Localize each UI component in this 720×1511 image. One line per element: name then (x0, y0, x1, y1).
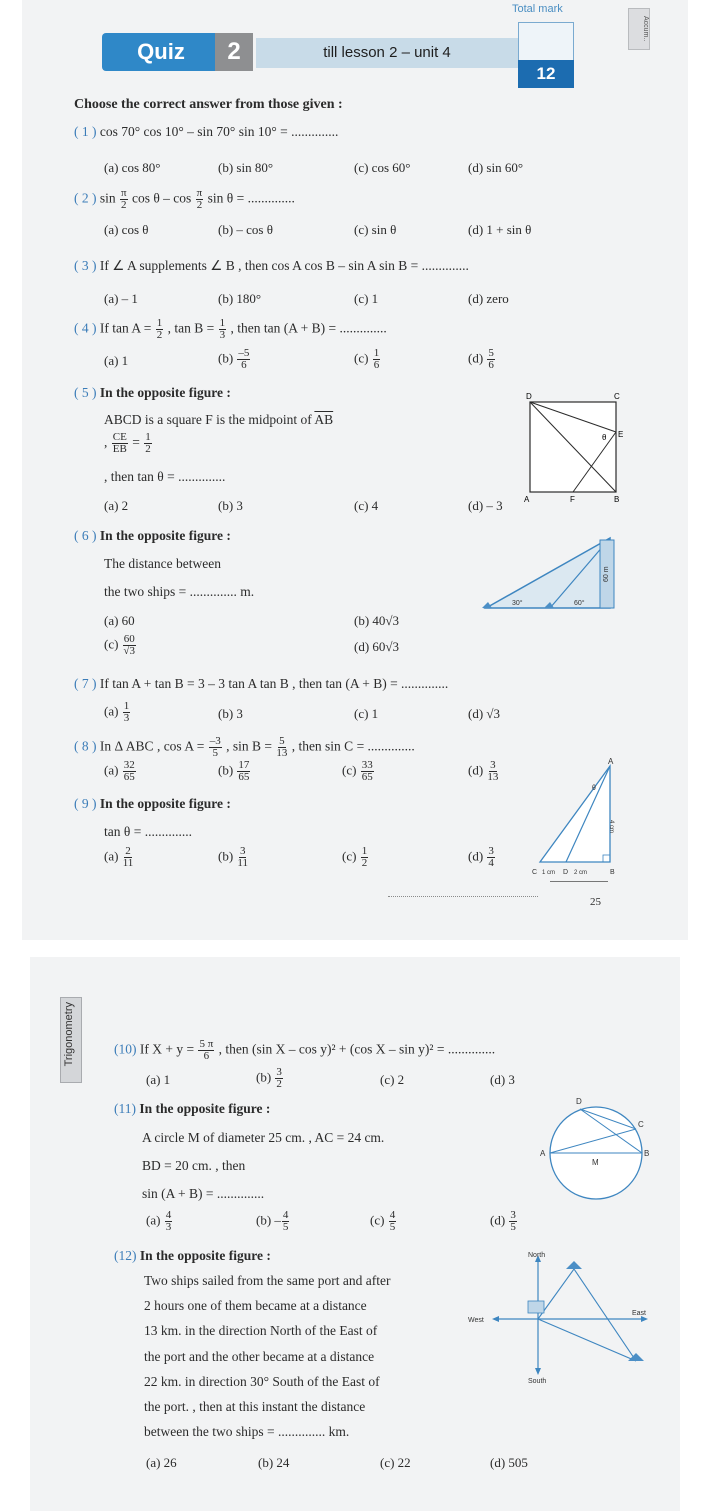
length-label: 4 cm (608, 820, 614, 834)
question-text: , tan B = (167, 320, 215, 336)
chapter-side-tab-label: Trigonometry (63, 1002, 75, 1067)
question-heading: In the opposite figure : (99, 796, 231, 811)
q8-option-a[interactable]: (a) $\frac{32}{65}$ (104, 759, 135, 783)
q12-line: between the two ships = .............. km. (144, 1424, 350, 1439)
question-text: If tan A = (99, 320, 152, 336)
vertex-label-b: B (614, 495, 620, 504)
question-heading: In the opposite figure : (139, 1101, 271, 1116)
point-label-b: B (644, 1149, 650, 1158)
chapter-side-tab (60, 997, 82, 1083)
q12-compass-figure (466, 1249, 650, 1385)
q10-option-a[interactable]: (a) 1 (146, 1072, 171, 1087)
q1-option-d[interactable]: (d) sin 60° (468, 160, 524, 175)
q6-option-d[interactable]: (d) 60√3 (354, 639, 400, 654)
angle-label-theta: θ (592, 785, 596, 792)
q12-line: 22 km. in direction 30° South of the East of (144, 1374, 380, 1389)
q12-line: 13 km. in the direction North of the East of (144, 1323, 378, 1338)
q6-lighthouse-figure (478, 534, 620, 614)
question-12 (114, 1248, 271, 1264)
q6-option-c[interactable]: (c) $\frac{60}{√3}$ (104, 633, 135, 657)
q11-line-2: BD = 20 cm. , then (142, 1158, 246, 1173)
q5-line-2: , $\frac{CE}{EB}$ = $\frac{1}{2}$ (104, 431, 151, 455)
question-number: ( 4 ) (74, 320, 97, 336)
length-label: 2 cm (574, 870, 588, 876)
page-number: 25 (590, 896, 601, 908)
question-number: ( 6 ) (74, 528, 97, 543)
q12-line: the port and the other became at a distance (144, 1349, 375, 1364)
q5-line-3: , then tan θ = .............. (104, 469, 226, 484)
q8-option-d[interactable]: (d) $\frac{3}{13}$ (468, 759, 499, 783)
angle-label: 30° (512, 600, 523, 607)
worksheet-page-1 (22, 0, 688, 940)
q5-line-1: ABCD is a square F is the midpoint of $\overline{AB}$ (104, 412, 334, 427)
question-8: ( 8 ) In Δ ABC , cos A = $\frac{-3}{5}$ , sin B = $\frac{5}{13}$ , then sin C = .............. (74, 735, 415, 759)
question-number: ( 1 ) (74, 124, 97, 139)
question-text: , then tan (A + B) = .............. (230, 320, 387, 336)
q11-line-1: A circle M of diameter 25 cm. , AC = 24 cm. (142, 1130, 385, 1145)
question-5 (74, 385, 231, 401)
q3-option-b[interactable]: (b) 180° (218, 291, 262, 306)
q4-option-d[interactable]: (d) $\frac{5}{6}$ (468, 347, 494, 371)
q6-option-a[interactable]: (a) 60 (104, 613, 135, 628)
q6-line-1: The distance between (104, 556, 221, 571)
length-label: 1 cm (542, 870, 556, 876)
vertex-label-d: D (563, 869, 569, 876)
ship-icon (566, 1261, 582, 1269)
q12-option-c[interactable]: (c) 22 (380, 1455, 411, 1470)
point-label-a: A (540, 1149, 546, 1158)
q2-option-a[interactable]: (a) cos θ (104, 222, 149, 237)
q12-option-a[interactable]: (a) 26 (146, 1455, 177, 1470)
fraction: $\frac{\pi}{2}$ (196, 187, 203, 211)
question-6 (74, 528, 231, 544)
question-4 (74, 318, 387, 341)
q11-circle-figure (536, 1095, 656, 1203)
q11-option-b[interactable]: (b) – $\frac{4}{5}$ (256, 1209, 289, 1233)
question-number: ( 3 ) (74, 258, 97, 273)
q8-option-b[interactable]: (b) $\frac{17}{65}$ (218, 759, 250, 783)
q6-line-2: the two ships = .............. m. (104, 584, 255, 599)
question-number: ( 5 ) (74, 385, 97, 400)
q4-option-a[interactable]: (a) 1 (104, 353, 129, 368)
question-number: ( 9 ) (74, 796, 97, 811)
center-label-m: M (592, 1158, 599, 1167)
q5-option-b[interactable]: (b) 3 (218, 498, 243, 513)
q1-option-c[interactable]: (c) cos 60° (354, 160, 411, 175)
question-1 (74, 124, 338, 140)
q12-option-d[interactable]: (d) 505 (490, 1455, 528, 1470)
point-label-d: D (576, 1097, 582, 1106)
q9-line-1: tan θ = .............. (104, 824, 192, 839)
q9-option-d[interactable]: (d) $\frac{3}{4}$ (468, 845, 494, 869)
question-11 (114, 1101, 270, 1117)
angle-label-theta: θ (602, 433, 607, 442)
q3-option-d[interactable]: (d) zero (468, 291, 509, 306)
q5-option-d[interactable]: (d) – 3 (468, 498, 503, 513)
q9-option-b[interactable]: (b) $\frac{3}{11}$ (218, 845, 249, 869)
q2-option-b[interactable]: (b) – cos θ (218, 222, 273, 237)
q7-option-b[interactable]: (b) 3 (218, 706, 243, 721)
question-3 (74, 258, 469, 274)
q5-option-a[interactable]: (a) 2 (104, 498, 129, 513)
q4-option-c[interactable]: (c) $\frac{1}{6}$ (354, 347, 380, 371)
q1-option-a[interactable]: (a) cos 80° (104, 160, 161, 175)
instructions: Choose the correct answer from those given : (74, 97, 343, 112)
port-icon (528, 1301, 544, 1313)
footer-rule (550, 881, 608, 882)
compass-south-label: South (528, 1378, 547, 1385)
question-7 (74, 676, 448, 692)
q11-option-a[interactable]: (a) $\frac{4}{3}$ (146, 1209, 172, 1233)
question-text: cos 70° cos 10° – sin 70° sin 10° = .............. (99, 124, 339, 139)
q12-line: the port. , then at this instant the distance (144, 1399, 366, 1414)
q2-option-c[interactable]: (c) sin θ (354, 222, 397, 237)
vertex-label-b: B (610, 869, 615, 876)
question-2 (74, 188, 295, 211)
q11-option-c[interactable]: (c) $\frac{4}{5}$ (370, 1209, 396, 1233)
q7-option-d[interactable]: (d) √3 (468, 706, 501, 721)
compass-east-label: East (632, 1310, 647, 1317)
question-number: (10) (114, 1041, 137, 1057)
total-mark-label: Total mark (512, 3, 563, 15)
q11-line-3: sin (A + B) = .............. (142, 1186, 265, 1201)
q12-option-b[interactable]: (b) 24 (258, 1455, 290, 1470)
vertex-label-e: E (618, 430, 624, 439)
vertex-label-f: F (570, 495, 575, 504)
q9-triangle-figure (530, 758, 626, 880)
q11-option-d[interactable]: (d) $\frac{3}{5}$ (490, 1209, 516, 1233)
vertex-label-c: C (532, 869, 538, 876)
compass-west-label: West (468, 1317, 484, 1324)
q5-option-c[interactable]: (c) 4 (354, 498, 379, 513)
quiz-scope: till lesson 2 – unit 4 (256, 38, 518, 68)
q9-option-c[interactable]: (c) $\frac{1}{2}$ (342, 845, 368, 869)
quiz-label: Quiz (102, 33, 220, 71)
q3-option-a[interactable]: (a) – 1 (104, 291, 138, 306)
vertex-label-c: C (614, 392, 620, 401)
footer-text-line (388, 896, 538, 897)
q8-option-c[interactable]: (c) $\frac{33}{65}$ (342, 759, 373, 783)
q10-option-c[interactable]: (c) 2 (380, 1072, 405, 1087)
fraction: $\frac{1}{2}$ (156, 317, 163, 341)
question-text: If ∠ A supplements ∠ B , then cos A cos B – sin A sin B = .............. (99, 258, 469, 273)
question-10: (10) If X + y = $\frac{5 \pi}{6}$ , then (sin X – cos y)² + (cos X – sin y)² = .............. (114, 1038, 496, 1062)
question-heading: In the opposite figure : (99, 528, 231, 543)
q12-line: Two ships sailed from the same port and after (144, 1273, 391, 1288)
question-number: ( 8 ) (74, 738, 97, 754)
question-text: If tan A + tan B = 3 – 3 tan A tan B , then tan (A + B) = .............. (99, 676, 449, 691)
quiz-number: 2 (215, 33, 253, 71)
question-heading: In the opposite figure : (139, 1248, 271, 1263)
q7-option-c[interactable]: (c) 1 (354, 706, 379, 721)
question-text: sin θ = .............. (207, 190, 295, 206)
angle-label: 60° (574, 600, 585, 607)
q10-option-d[interactable]: (d) 3 (490, 1072, 515, 1087)
question-number: (11) (114, 1101, 136, 1116)
question-heading: In the opposite figure : (99, 385, 231, 400)
ship-icon (628, 1353, 644, 1361)
question-number: ( 7 ) (74, 676, 97, 691)
q4-option-b[interactable]: (b) $\frac{-5}{6}$ (218, 347, 250, 371)
q9-option-a[interactable]: (a) $\frac{2}{11}$ (104, 845, 134, 869)
question-text: cos θ – cos (131, 190, 192, 206)
question-number: ( 2 ) (74, 190, 97, 206)
q2-option-d[interactable]: (d) 1 + sin θ (468, 222, 532, 237)
total-mark-value: 12 (518, 60, 574, 88)
corner-tab: Accum.. (628, 8, 650, 50)
q5-square-figure (520, 390, 630, 512)
q1-option-b[interactable]: (b) sin 80° (218, 160, 274, 175)
compass-north-label: North (528, 1252, 546, 1259)
vertex-label-d: D (526, 392, 532, 401)
worksheet-page-2 (30, 957, 680, 1511)
point-label-c: C (638, 1120, 644, 1129)
question-number: (12) (114, 1248, 137, 1263)
vertex-label-a: A (524, 495, 530, 504)
q12-line: 2 hours one of them became at a distance (144, 1298, 367, 1313)
question-9 (74, 796, 231, 812)
q3-option-c[interactable]: (c) 1 (354, 291, 379, 306)
question-text: sin (99, 190, 116, 206)
height-label: 60 m (603, 566, 610, 582)
q10-option-b[interactable]: (b) $\frac{3}{2}$ (256, 1066, 282, 1090)
fraction: $\frac{\pi}{2}$ (121, 187, 127, 211)
q6-option-b[interactable]: (b) 40√3 (354, 613, 400, 628)
q7-option-a[interactable]: (a) $\frac{1}{3}$ (104, 700, 130, 724)
fraction: $\frac{1}{3}$ (219, 317, 226, 341)
vertex-label-a: A (608, 758, 614, 766)
